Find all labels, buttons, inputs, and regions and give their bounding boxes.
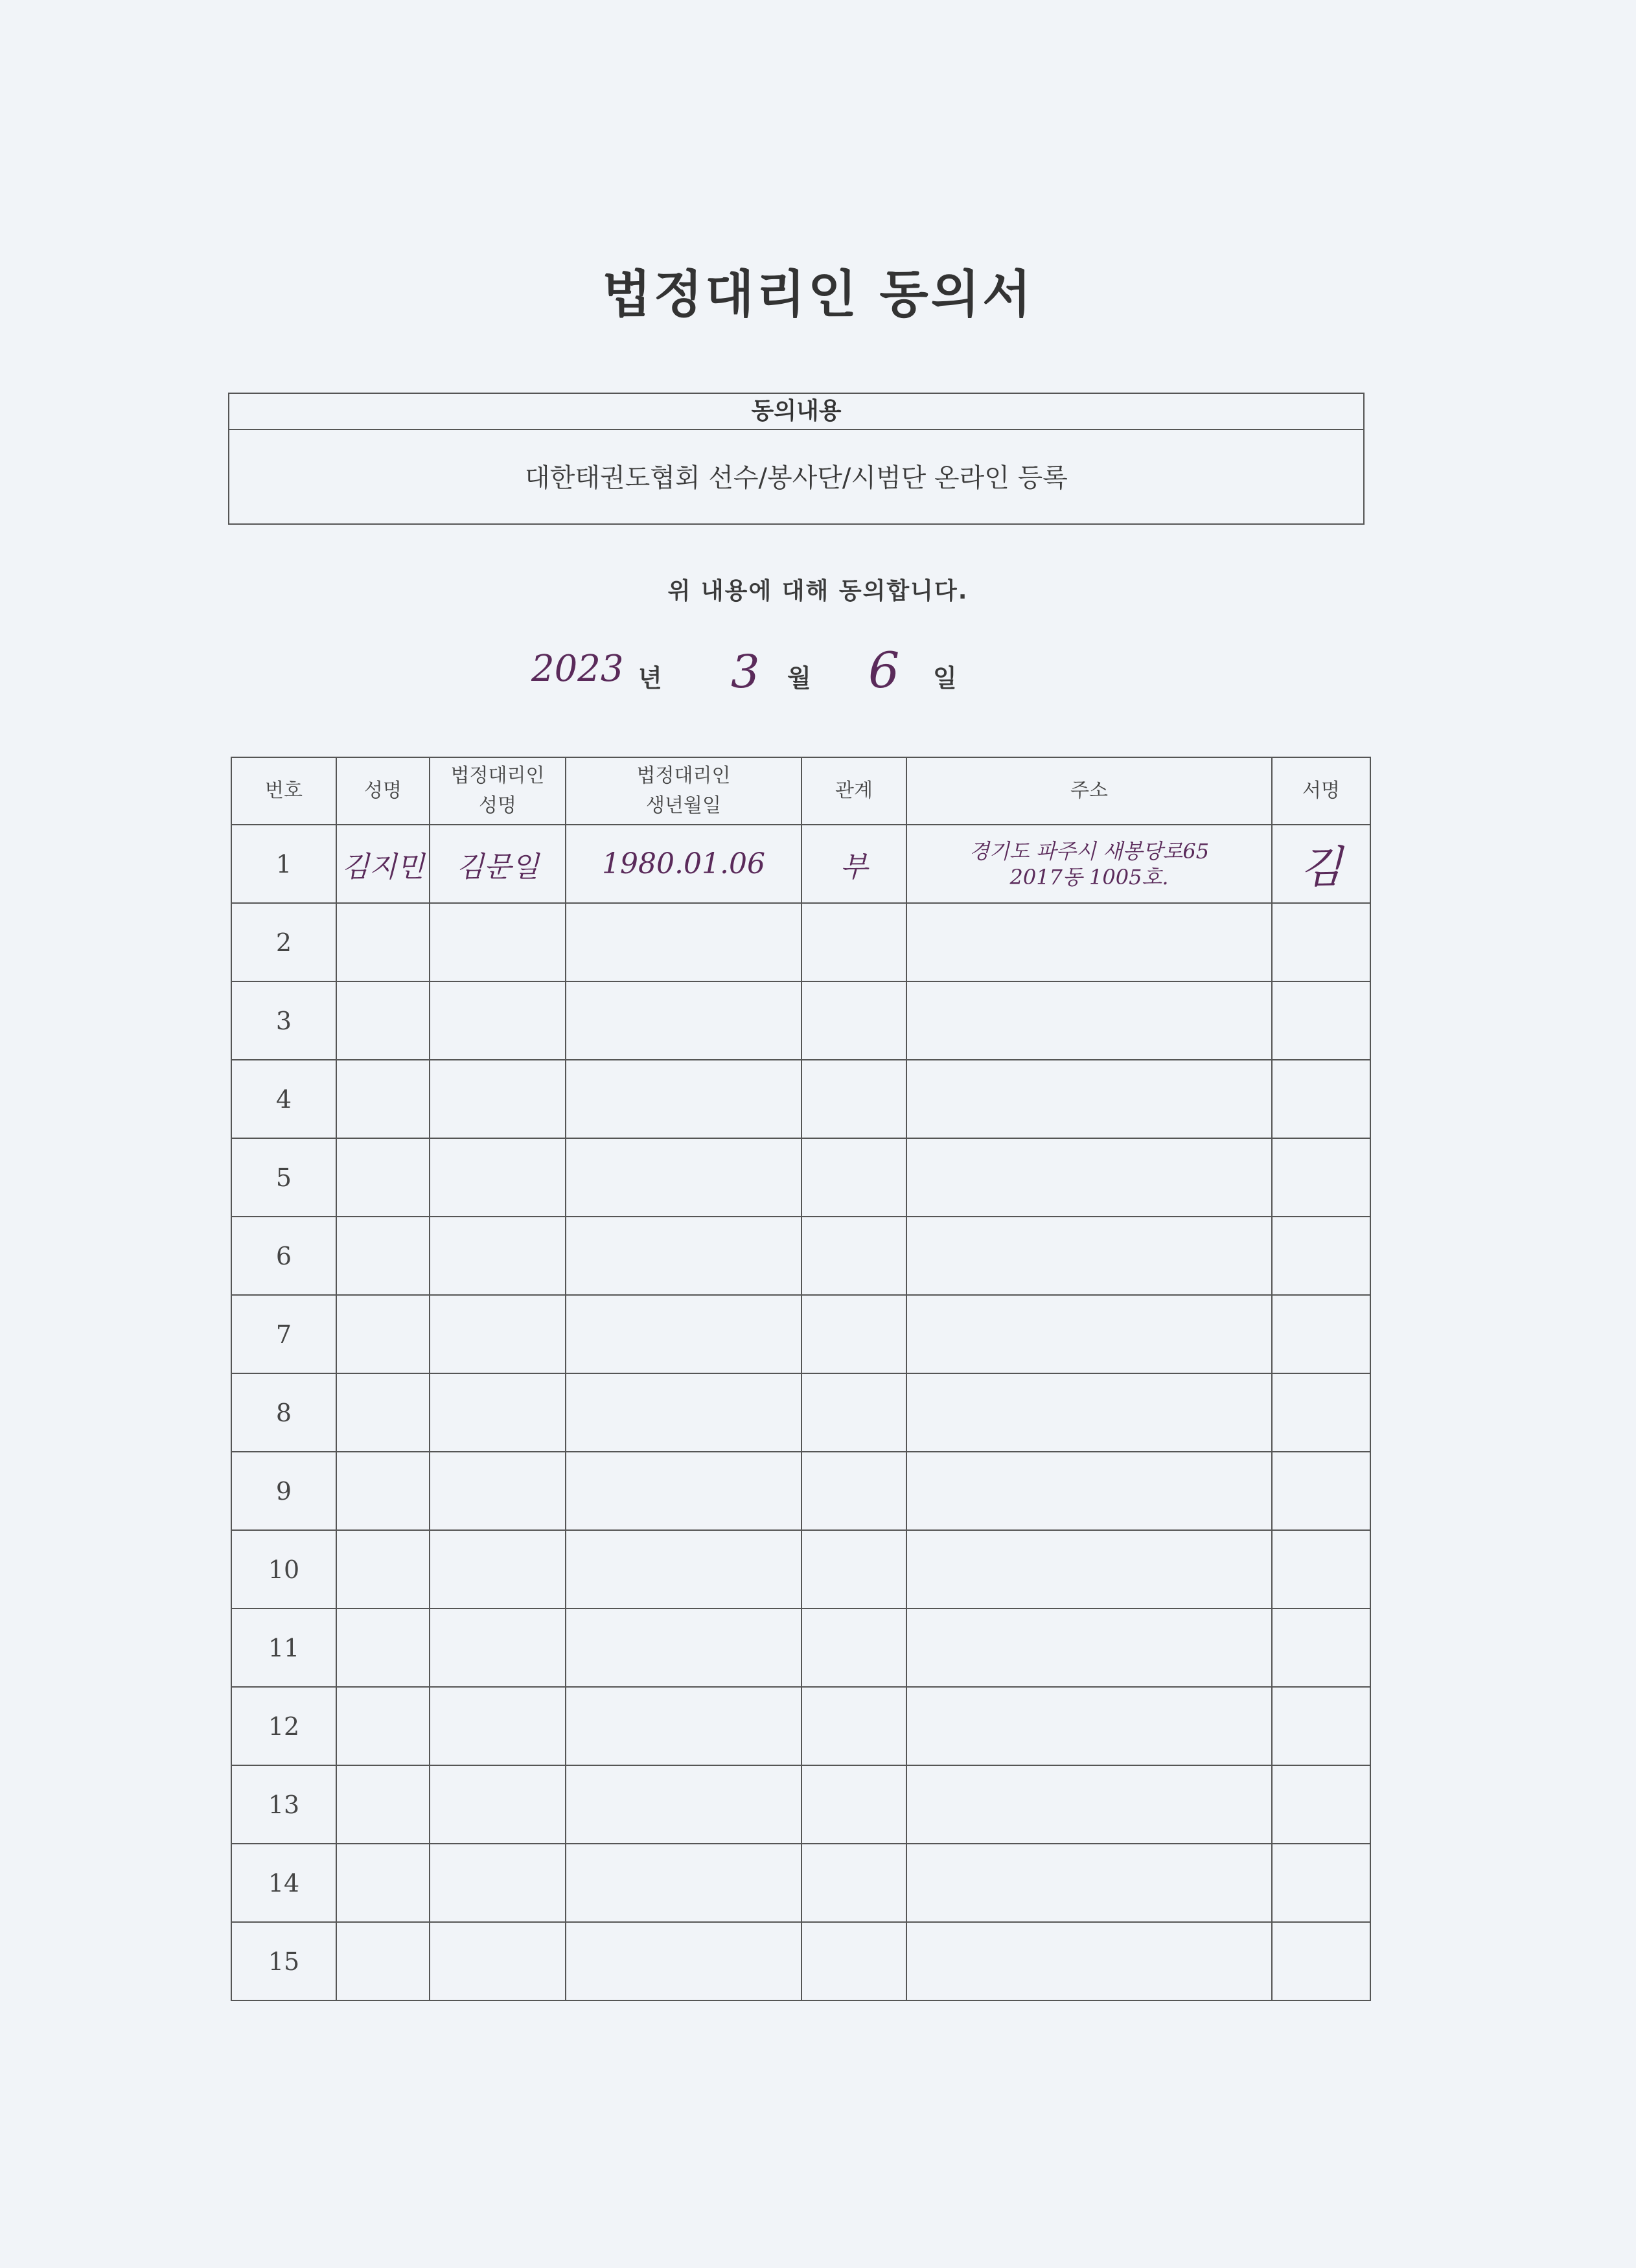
cell-name xyxy=(336,1295,430,1373)
date-day-unit: 일 xyxy=(933,664,957,693)
cell-guardian-name xyxy=(430,1687,566,1765)
cell-relation xyxy=(801,981,906,1060)
cell-no: 2 xyxy=(231,903,336,981)
table-row xyxy=(231,1138,1370,1217)
cell-address xyxy=(906,825,1272,903)
cell-guardian-name: 김문일 xyxy=(430,825,566,903)
cell-guardian-birth xyxy=(566,1687,801,1765)
date-year: 2023 xyxy=(531,648,624,690)
table-row xyxy=(231,1217,1370,1295)
cell-relation xyxy=(801,1138,906,1217)
cell-guardian-name xyxy=(430,1295,566,1373)
cell-no: 12 xyxy=(231,1687,336,1765)
cell-guardian-name xyxy=(430,1060,566,1138)
cell-relation xyxy=(801,1295,906,1373)
cell-name xyxy=(336,1765,430,1844)
table-row xyxy=(231,1844,1370,1922)
date-day: 6 xyxy=(868,641,900,699)
cell-relation xyxy=(801,1060,906,1138)
cell-guardian-name xyxy=(430,1609,566,1687)
cell-guardian-name xyxy=(430,1452,566,1530)
cell-signature xyxy=(1272,1295,1370,1373)
cell-relation: 부 xyxy=(801,825,906,903)
cell-guardian-name xyxy=(430,1217,566,1295)
table-row xyxy=(231,1609,1370,1687)
cell-signature xyxy=(1272,903,1370,981)
cell-address xyxy=(906,1609,1272,1687)
table-row xyxy=(231,981,1370,1060)
cell-name xyxy=(336,1060,430,1138)
cell-address xyxy=(906,1452,1272,1530)
header-relation: 관계 xyxy=(801,757,906,825)
cell-address xyxy=(906,1373,1272,1452)
cell-guardian-name xyxy=(430,1844,566,1922)
cell-guardian-birth xyxy=(566,1217,801,1295)
table-row xyxy=(231,825,1370,903)
cell-guardian-birth xyxy=(566,1844,801,1922)
header-guardian-birth xyxy=(566,757,801,825)
header-signature: 서명 xyxy=(1272,757,1370,825)
cell-signature xyxy=(1272,1452,1370,1530)
cell-relation xyxy=(801,1452,906,1530)
cell-signature xyxy=(1272,1530,1370,1609)
table-row xyxy=(231,1922,1370,2000)
cell-guardian-birth xyxy=(566,1060,801,1138)
cell-address xyxy=(906,981,1272,1060)
cell-name xyxy=(336,1373,430,1452)
cell-guardian-birth xyxy=(566,1452,801,1530)
table-row xyxy=(231,1373,1370,1452)
cell-guardian-birth xyxy=(566,1373,801,1452)
cell-signature xyxy=(1272,1373,1370,1452)
cell-no: 3 xyxy=(231,981,336,1060)
cell-guardian-birth xyxy=(566,1609,801,1687)
cell-name xyxy=(336,1687,430,1765)
cell-relation xyxy=(801,1765,906,1844)
cell-relation xyxy=(801,903,906,981)
cell-address xyxy=(906,1687,1272,1765)
date-year-unit: 년 xyxy=(638,664,662,693)
cell-guardian-name xyxy=(430,1530,566,1609)
table-row xyxy=(231,1295,1370,1373)
cell-signature: 김 xyxy=(1272,825,1370,903)
cell-guardian-name xyxy=(430,903,566,981)
cell-address xyxy=(906,1138,1272,1217)
cell-name xyxy=(336,1609,430,1687)
cell-guardian-birth: 1980.01.06 xyxy=(566,825,801,903)
cell-relation xyxy=(801,1609,906,1687)
table-row xyxy=(231,1452,1370,1530)
guardian-registration-table xyxy=(231,757,1371,2001)
cell-address xyxy=(906,1217,1272,1295)
cell-no: 1 xyxy=(231,825,336,903)
cell-relation xyxy=(801,1217,906,1295)
cell-guardian-birth xyxy=(566,903,801,981)
header-address: 주소 xyxy=(906,757,1272,825)
cell-signature xyxy=(1272,1765,1370,1844)
cell-guardian-birth xyxy=(566,981,801,1060)
consent-content-box xyxy=(228,393,1365,525)
cell-signature xyxy=(1272,1138,1370,1217)
cell-signature xyxy=(1272,1922,1370,2000)
date-month: 3 xyxy=(731,645,760,698)
header-guardian-name xyxy=(430,757,566,825)
cell-address xyxy=(906,1765,1272,1844)
cell-address xyxy=(906,1295,1272,1373)
document-title: 법정대리인 동의서 xyxy=(602,266,1034,324)
consent-content: 대한태권도협회 선수/봉사단/시범단 온라인 등록 xyxy=(525,463,1068,493)
cell-name xyxy=(336,981,430,1060)
table-row xyxy=(231,1060,1370,1138)
cell-no: 5 xyxy=(231,1138,336,1217)
cell-relation xyxy=(801,1922,906,2000)
cell-relation xyxy=(801,1687,906,1765)
cell-guardian-birth xyxy=(566,1765,801,1844)
cell-name xyxy=(336,1844,430,1922)
cell-signature xyxy=(1272,1687,1370,1765)
cell-relation xyxy=(801,1844,906,1922)
table-row xyxy=(231,903,1370,981)
cell-no: 14 xyxy=(231,1844,336,1922)
cell-no: 11 xyxy=(231,1609,336,1687)
cell-address xyxy=(906,1060,1272,1138)
cell-signature xyxy=(1272,1217,1370,1295)
cell-relation xyxy=(801,1373,906,1452)
cell-no: 7 xyxy=(231,1295,336,1373)
cell-no: 8 xyxy=(231,1373,336,1452)
cell-guardian-birth xyxy=(566,1530,801,1609)
header-guardian-birth-line2: 생년월일 xyxy=(646,794,721,817)
cell-no: 15 xyxy=(231,1922,336,2000)
cell-signature xyxy=(1272,1060,1370,1138)
cell-name: 김지민 xyxy=(336,825,430,903)
table-row xyxy=(231,1530,1370,1609)
cell-guardian-name xyxy=(430,1765,566,1844)
cell-guardian-name xyxy=(430,981,566,1060)
cell-no: 10 xyxy=(231,1530,336,1609)
cell-address-line2: 2017동 1005호. xyxy=(1009,864,1169,889)
cell-name xyxy=(336,903,430,981)
cell-no: 9 xyxy=(231,1452,336,1530)
cell-address-line1: 경기도 파주시 새봉당로65 xyxy=(969,838,1210,864)
cell-relation xyxy=(801,1530,906,1609)
cell-guardian-name xyxy=(430,1373,566,1452)
header-name: 성명 xyxy=(336,757,430,825)
table-row xyxy=(231,1765,1370,1844)
cell-guardian-birth xyxy=(566,1922,801,2000)
table-row xyxy=(231,1687,1370,1765)
agreement-statement: 위 내용에 대해 동의합니다. xyxy=(667,578,969,604)
cell-signature xyxy=(1272,1609,1370,1687)
cell-address xyxy=(906,903,1272,981)
header-no: 번호 xyxy=(231,757,336,825)
cell-name xyxy=(336,1922,430,2000)
header-guardian-name-line2: 성명 xyxy=(479,794,516,817)
cell-signature xyxy=(1272,1844,1370,1922)
cell-no: 4 xyxy=(231,1060,336,1138)
cell-name xyxy=(336,1138,430,1217)
cell-address xyxy=(906,1530,1272,1609)
cell-no: 6 xyxy=(231,1217,336,1295)
cell-address xyxy=(906,1844,1272,1922)
consent-header: 동의내용 xyxy=(229,394,1363,430)
cell-guardian-birth xyxy=(566,1295,801,1373)
cell-name xyxy=(336,1217,430,1295)
table-header-row xyxy=(231,757,1370,825)
header-guardian-name-line1: 법정대리인 xyxy=(450,764,545,787)
cell-address xyxy=(906,1922,1272,2000)
header-guardian-birth-line1: 법정대리인 xyxy=(636,764,731,787)
cell-signature xyxy=(1272,981,1370,1060)
cell-guardian-name xyxy=(430,1138,566,1217)
date-month-unit: 월 xyxy=(787,664,811,693)
cell-name xyxy=(336,1530,430,1609)
cell-name xyxy=(336,1452,430,1530)
cell-no: 13 xyxy=(231,1765,336,1844)
cell-guardian-name xyxy=(430,1922,566,2000)
cell-guardian-birth xyxy=(566,1138,801,1217)
